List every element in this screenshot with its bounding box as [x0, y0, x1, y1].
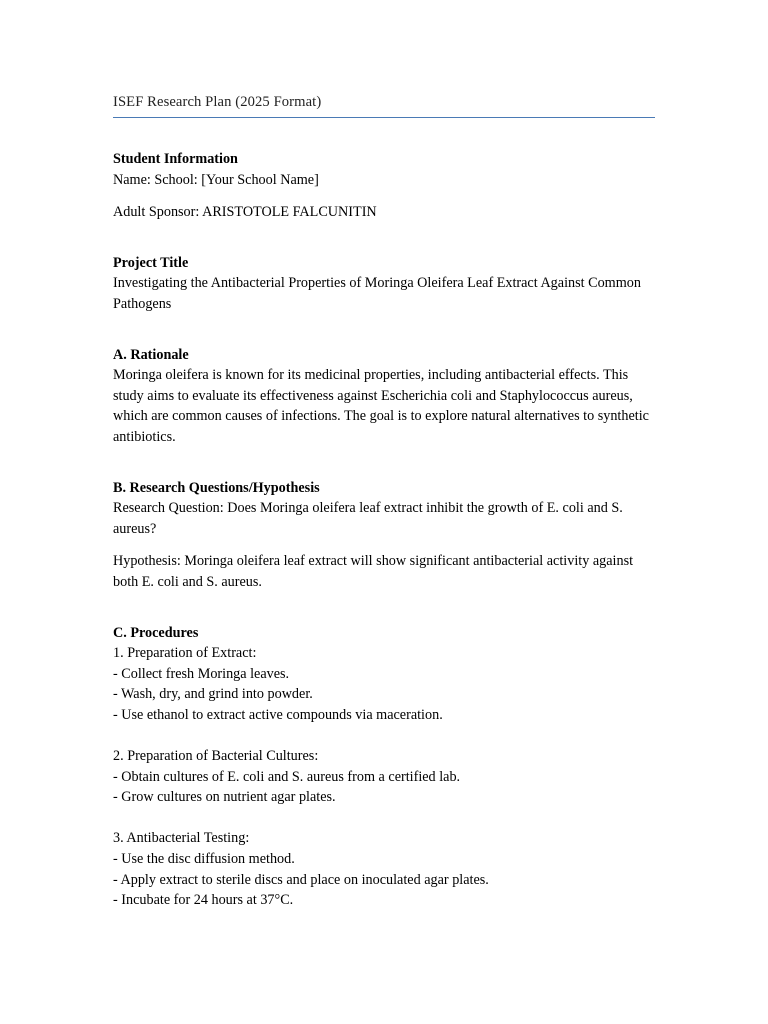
hypothesis-text: Hypothesis: Moringa oleifera leaf extract will show significant antibacterial activity against both E. coli and S. aureus. — [113, 553, 634, 590]
procedure-group-title: 2. Preparation of Bacterial Cultures: — [113, 748, 319, 765]
procedure-group-testing — [113, 828, 655, 910]
project-title-section — [113, 253, 655, 315]
rationale-section — [113, 345, 655, 448]
document-page — [113, 92, 655, 911]
procedure-group-extract — [113, 643, 655, 725]
procedures-heading: C. Procedures — [113, 624, 199, 641]
procedure-step: - Use the disc diffusion method. — [113, 851, 295, 868]
procedure-group-title: 3. Antibacterial Testing: — [113, 830, 250, 847]
procedure-step: - Grow cultures on nutrient agar plates. — [113, 789, 336, 806]
rationale-heading: A. Rationale — [113, 346, 189, 363]
student-information-heading: Student Information — [113, 151, 238, 167]
research-questions-section — [113, 478, 655, 593]
research-question-text: Research Question: Does Moringa oleifera leaf extract inhibit the growth of E. coli and S. aureus? — [113, 500, 623, 537]
procedures-section — [113, 623, 655, 911]
rationale-text: Moringa oleifera is known for its medicinal properties, including antibacterial effects. This study aims to evaluate its effectiveness against Escherichia coli and Staphylococcus aureus, which are common causes of infections. The goal is to explore natural alternatives to synthetic antibiotics. — [113, 367, 649, 445]
procedure-group-cultures — [113, 746, 655, 808]
procedure-step: - Obtain cultures of E. coli and S. aureus from a certified lab. — [113, 768, 461, 785]
procedure-step: - Apply extract to sterile discs and place on inoculated agar plates. — [113, 871, 489, 888]
procedure-step: - Use ethanol to extract active compounds via maceration. — [113, 706, 443, 723]
project-title-text: Investigating the Antibacterial Properties of Moringa Oleifera Leaf Extract Against Common Pathogens — [113, 275, 641, 312]
procedure-step: - Collect fresh Moringa leaves. — [113, 665, 290, 682]
document-title: ISEF Research Plan (2025 Format) — [113, 92, 655, 118]
student-name-school-line: Name: School: [Your School Name] — [113, 171, 319, 188]
student-information-section — [113, 149, 655, 223]
procedure-group-title: 1. Preparation of Extract: — [113, 645, 257, 662]
adult-sponsor-line: Adult Sponsor: ARISTOTOLE FALCUNITIN — [113, 204, 377, 221]
procedure-step: - Incubate for 24 hours at 37°C. — [113, 892, 294, 909]
procedure-step: - Wash, dry, and grind into powder. — [113, 686, 313, 703]
project-title-heading: Project Title — [113, 254, 189, 271]
research-questions-heading: B. Research Questions/Hypothesis — [113, 479, 320, 496]
